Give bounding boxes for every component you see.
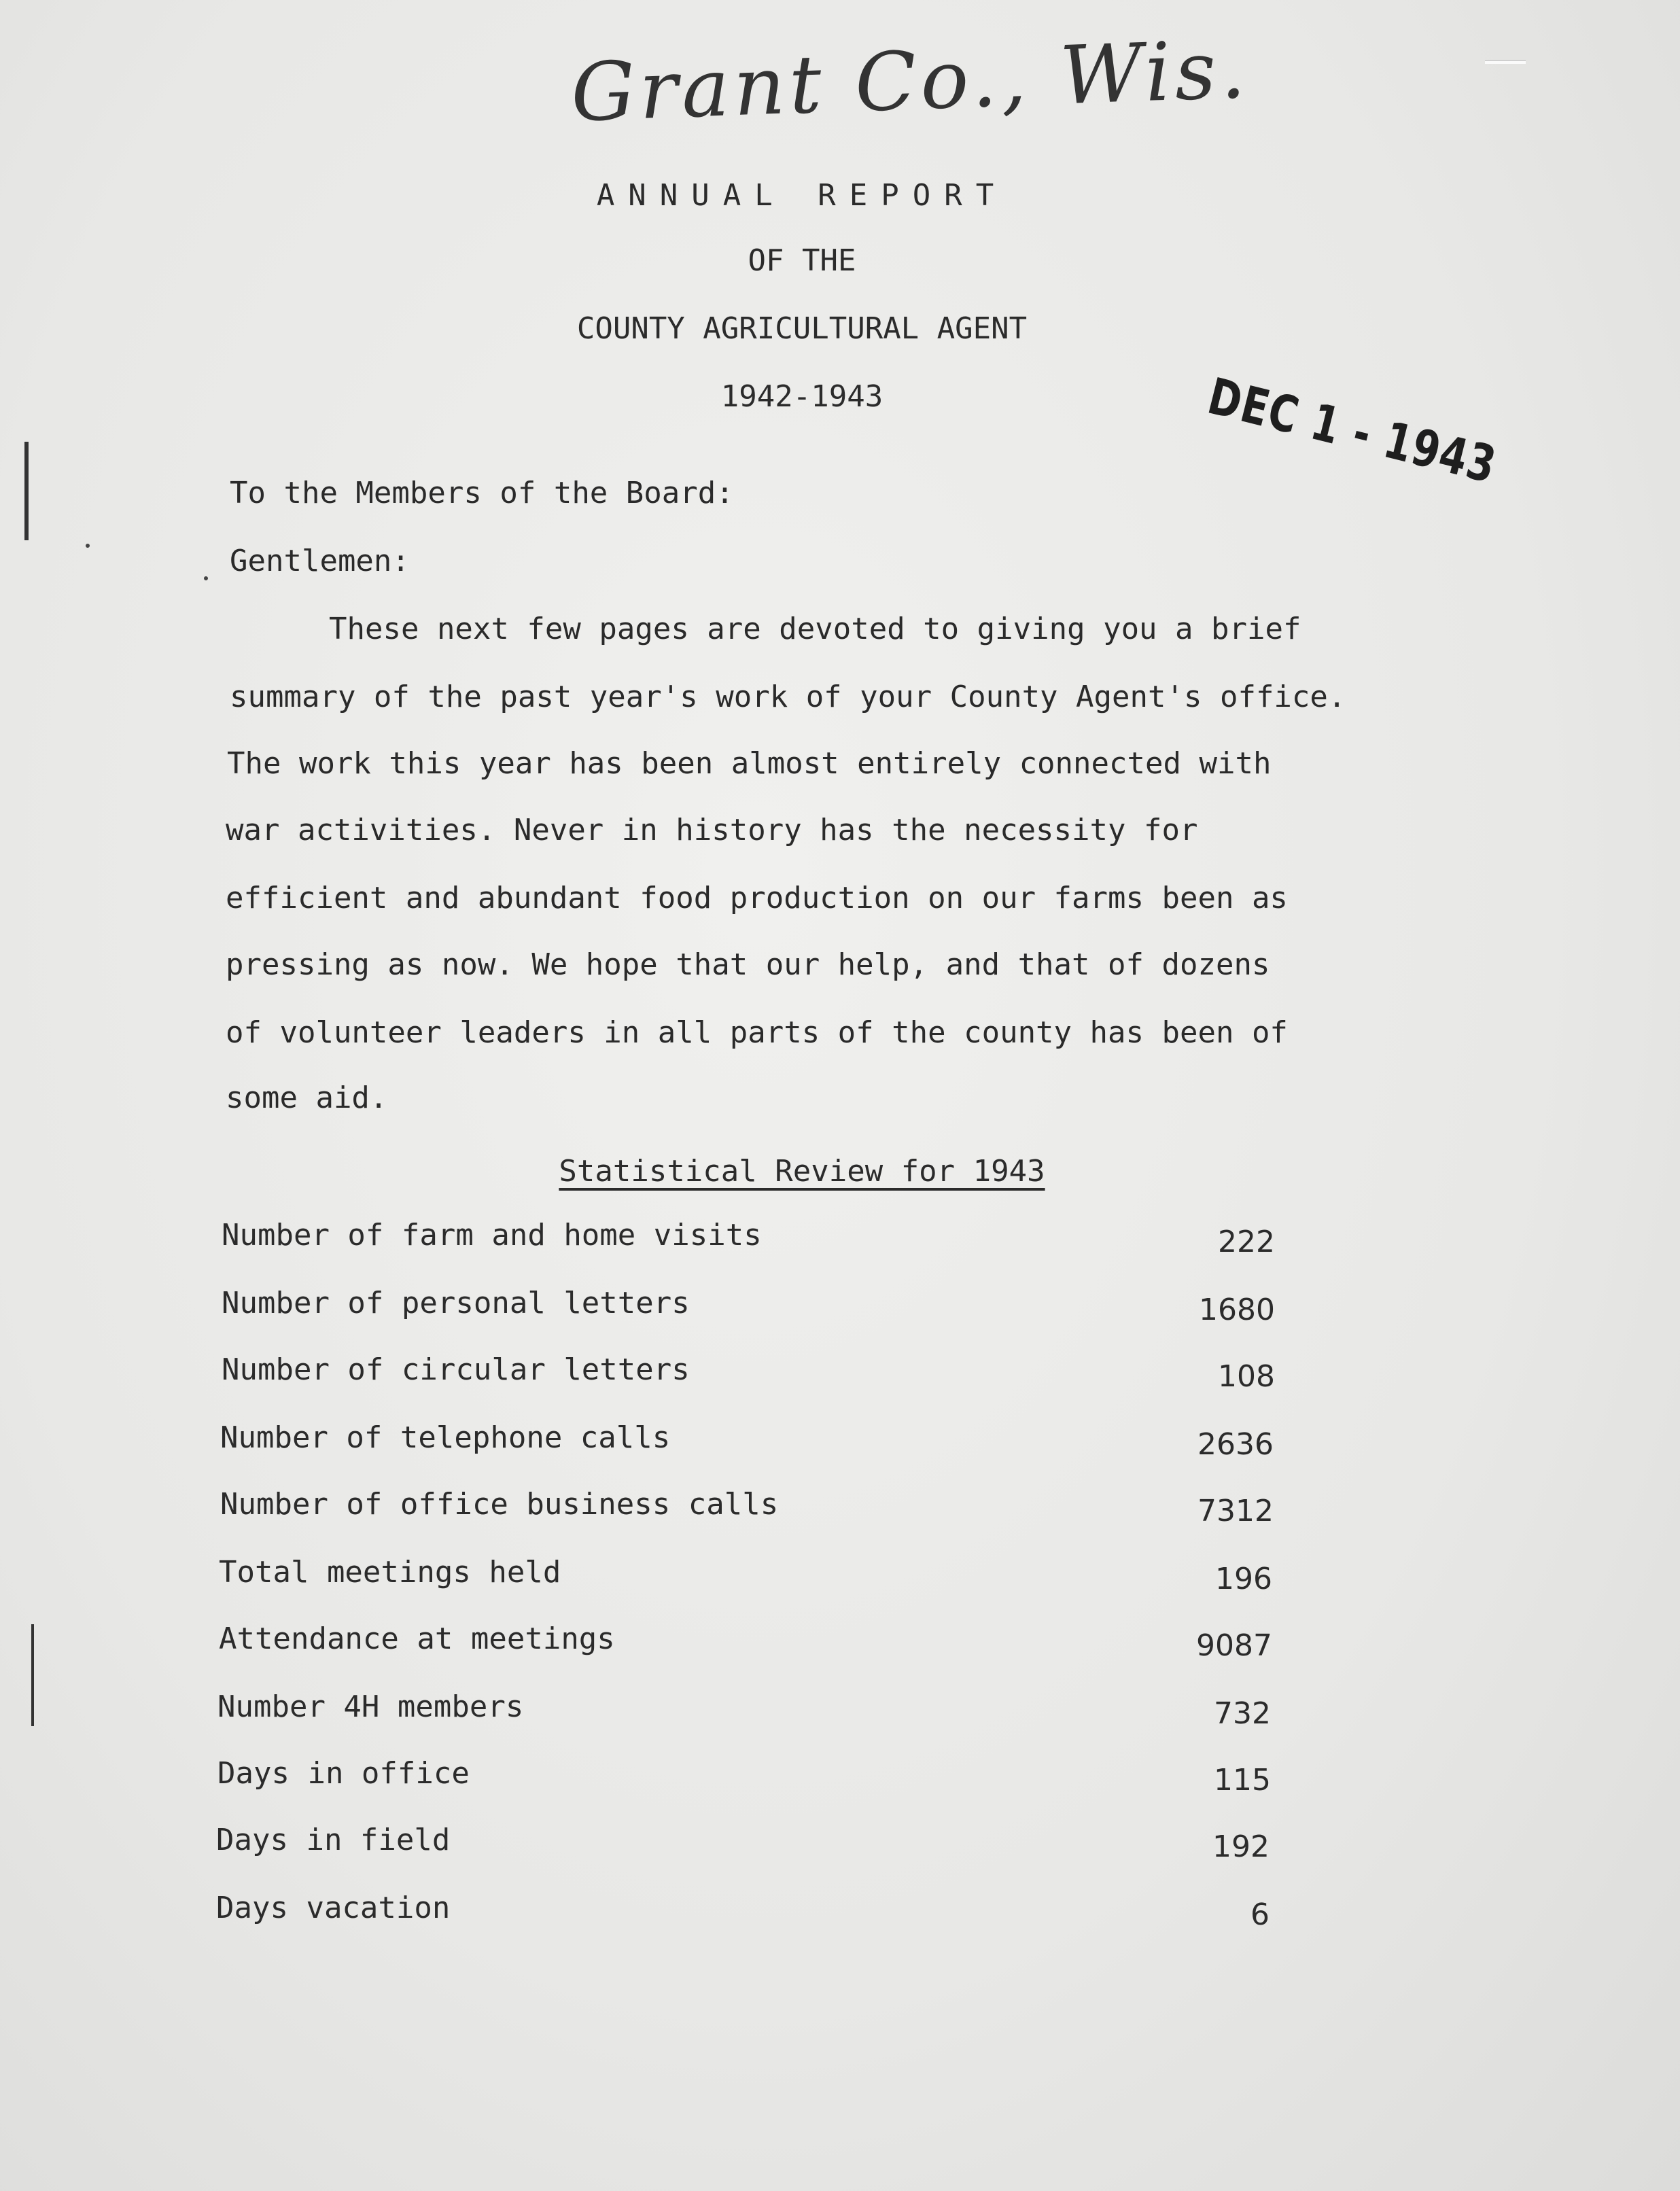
statistics-row bbox=[222, 1286, 1275, 1327]
date-stamp: DEC 1 - 1943 bbox=[1202, 367, 1503, 495]
body-line: efficient and abundant food production on our farms been as bbox=[226, 881, 1288, 915]
report-title-agent: COUNTY AGRICULTURAL AGENT bbox=[576, 311, 1028, 346]
body-line: war activities. Never in history has the necessity for bbox=[226, 813, 1198, 847]
statistics-row bbox=[217, 1756, 1271, 1797]
statistics-value: 222 bbox=[1218, 1225, 1275, 1259]
statistics-row bbox=[222, 1352, 1275, 1393]
statistics-value: 6 bbox=[1250, 1897, 1270, 1932]
statistics-label: Days in office bbox=[217, 1756, 470, 1791]
statistics-label: Total meetings held bbox=[219, 1555, 561, 1590]
statistics-row bbox=[217, 1689, 1271, 1730]
margin-binding-mark bbox=[24, 442, 29, 540]
statistics-value: 192 bbox=[1212, 1829, 1270, 1864]
statistics-value: 196 bbox=[1215, 1562, 1272, 1596]
statistics-heading: Statistical Review for 1943 bbox=[559, 1154, 1045, 1189]
statistics-label: Number of farm and home visits bbox=[222, 1218, 762, 1252]
body-line: pressing as now. We hope that our help, and that of dozens bbox=[226, 947, 1270, 982]
body-line: summary of the past year's work of your County Agent's office. bbox=[230, 680, 1346, 714]
report-title-of-the: OF THE bbox=[748, 243, 856, 278]
body-line: some aid. bbox=[226, 1081, 388, 1115]
statistics-label: Number of personal letters bbox=[222, 1286, 690, 1320]
report-year-range: 1942-1943 bbox=[720, 379, 883, 414]
statistics-row bbox=[220, 1487, 1274, 1528]
statistics-label: Number 4H members bbox=[217, 1689, 524, 1724]
body-line: The work this year has been almost entirely connected with bbox=[227, 746, 1272, 781]
report-title: ANNUAL REPORT bbox=[596, 178, 1008, 213]
statistics-value: 2636 bbox=[1197, 1427, 1274, 1462]
statistics-label: Days vacation bbox=[216, 1891, 451, 1925]
statistics-row bbox=[220, 1420, 1274, 1461]
statistics-value: 1680 bbox=[1199, 1293, 1275, 1327]
statistics-label: Days in field bbox=[216, 1823, 451, 1857]
statistics-label: Number of telephone calls bbox=[220, 1420, 671, 1455]
statistics-value: 732 bbox=[1214, 1696, 1271, 1731]
margin-binding-mark bbox=[31, 1624, 34, 1726]
statistics-row bbox=[219, 1622, 1272, 1662]
statistics-label: Attendance at meetings bbox=[219, 1622, 615, 1656]
statistics-value: 7312 bbox=[1197, 1494, 1274, 1528]
handwritten-county-note: Grant Co., Wis. bbox=[569, 22, 1251, 140]
statistics-row bbox=[222, 1218, 1275, 1259]
body-line: These next few pages are devoted to giving you a brief bbox=[329, 612, 1301, 646]
body-line: of volunteer leaders in all parts of the county has been of bbox=[226, 1015, 1288, 1050]
statistics-value: 108 bbox=[1218, 1359, 1275, 1394]
statistics-row bbox=[216, 1891, 1270, 1931]
statistics-value: 9087 bbox=[1196, 1628, 1272, 1663]
greeting: Gentlemen: bbox=[230, 544, 410, 578]
salutation: To the Members of the Board: bbox=[230, 476, 734, 510]
statistics-row bbox=[216, 1823, 1270, 1863]
statistics-label: Number of office business calls bbox=[220, 1487, 779, 1522]
statistics-row bbox=[219, 1555, 1272, 1596]
statistics-value: 115 bbox=[1214, 1763, 1271, 1798]
paper-speck bbox=[86, 544, 90, 548]
paper-edge-mark bbox=[1485, 60, 1526, 64]
paper-speck bbox=[204, 576, 208, 580]
statistics-label: Number of circular letters bbox=[222, 1352, 690, 1387]
